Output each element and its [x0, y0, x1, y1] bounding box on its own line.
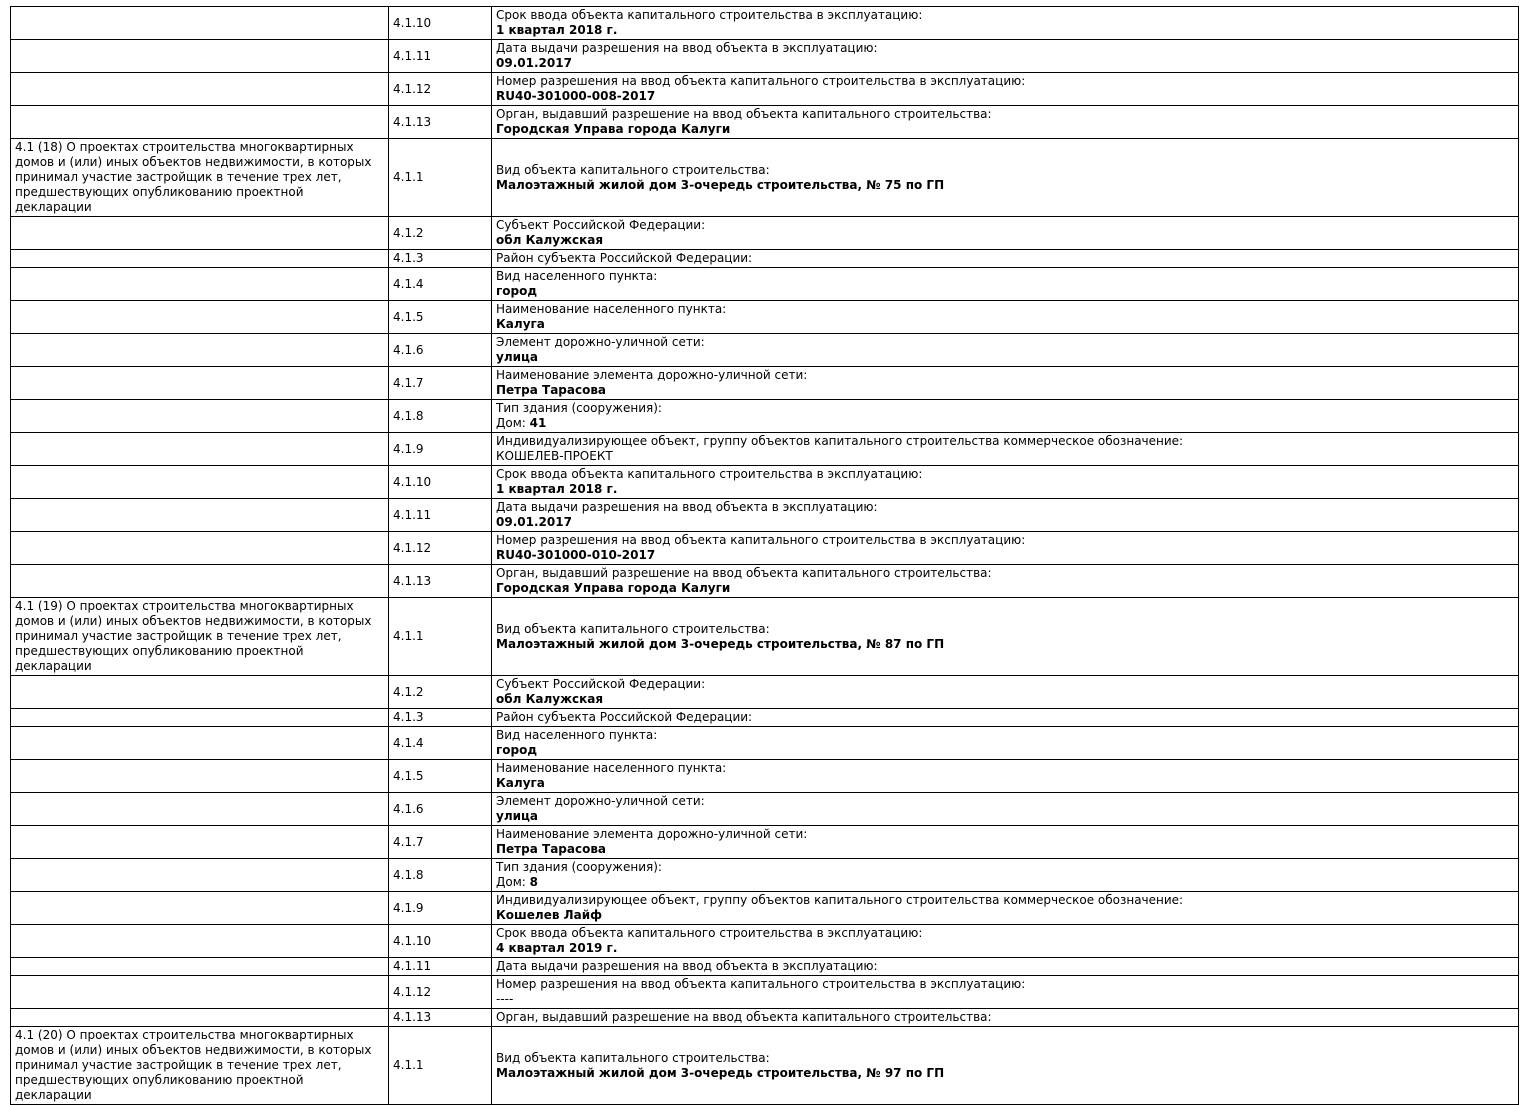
- field-value-text: Петра Тарасова: [496, 842, 607, 856]
- field-value-text: Малоэтажный жилой дом 3-очередь строительства, № 97 по ГП: [496, 1065, 945, 1080]
- field-label: Орган, выдавший разрешение на ввод объекта капитального строительства:: [496, 566, 992, 580]
- table-row: [11, 709, 1519, 727]
- row-content-cell: [492, 676, 1519, 709]
- section-empty-cell: [11, 958, 389, 976]
- section-header-cell: 4.1 (19) О проектах строительства многоквартирных домов и (или) иных объектов недвижимости, в которых принимал участие застройщик в течение трех лет, предшествующих опубликованию проектной декларации: [11, 598, 389, 676]
- field-label: Дата выдачи разрешения на ввод объекта в эксплуатацию:: [496, 959, 878, 973]
- field-value: [496, 89, 1514, 104]
- row-content-cell: [492, 433, 1519, 466]
- row-content-cell: [492, 565, 1519, 598]
- field-value-prefix: Дом:: [496, 416, 530, 430]
- row-content-cell: [492, 499, 1519, 532]
- declaration-table-body: [11, 7, 1519, 1105]
- table-row: [11, 73, 1519, 106]
- table-row: [11, 892, 1519, 925]
- section-empty-cell: [11, 826, 389, 859]
- field-value: [496, 809, 1514, 824]
- row-content-cell: [492, 139, 1519, 217]
- row-code: 4.1.9: [389, 433, 492, 466]
- row-code: 4.1.10: [389, 925, 492, 958]
- field-label: Срок ввода объекта капитального строительства в эксплуатацию:: [496, 467, 923, 481]
- field-value-text: 4 квартал 2019 г.: [496, 941, 618, 955]
- field-value-text: Городская Управа города Калуги: [496, 581, 731, 595]
- row-code: 4.1.8: [389, 859, 492, 892]
- field-value: [496, 548, 1514, 563]
- field-label: Тип здания (сооружения):: [496, 860, 662, 874]
- row-content-cell: [492, 793, 1519, 826]
- field-value: [496, 233, 1514, 248]
- field-label: Срок ввода объекта капитального строительства в эксплуатацию:: [496, 8, 923, 22]
- row-code: 4.1.2: [389, 676, 492, 709]
- section-empty-cell: [11, 499, 389, 532]
- table-row: [11, 958, 1519, 976]
- field-label: Элемент дорожно-уличной сети:: [496, 794, 705, 808]
- table-row: [11, 826, 1519, 859]
- row-code: 4.1.4: [389, 727, 492, 760]
- table-row: [11, 268, 1519, 301]
- row-code: 4.1.2: [389, 217, 492, 250]
- field-value: [496, 515, 1514, 530]
- row-content-cell: [492, 727, 1519, 760]
- field-label: Номер разрешения на ввод объекта капитального строительства в эксплуатацию:: [496, 977, 1026, 991]
- field-value: [496, 776, 1514, 791]
- row-code: 4.1.3: [389, 250, 492, 268]
- table-row: [11, 7, 1519, 40]
- field-label: Орган, выдавший разрешение на ввод объекта капитального строительства:: [496, 1010, 992, 1024]
- field-label: Наименование населенного пункта:: [496, 302, 727, 316]
- section-empty-cell: [11, 892, 389, 925]
- field-value: [496, 1066, 1514, 1081]
- field-label: Орган, выдавший разрешение на ввод объекта капитального строительства:: [496, 107, 992, 121]
- section-empty-cell: [11, 301, 389, 334]
- section-empty-cell: [11, 106, 389, 139]
- table-row: [11, 250, 1519, 268]
- section-empty-cell: [11, 532, 389, 565]
- section-header-cell: 4.1 (18) О проектах строительства многоквартирных домов и (или) иных объектов недвижимости, в которых принимал участие застройщик в течение трех лет, предшествующих опубликованию проектной декларации: [11, 139, 389, 217]
- row-code: 4.1.11: [389, 499, 492, 532]
- field-label: Номер разрешения на ввод объекта капитального строительства в эксплуатацию:: [496, 74, 1026, 88]
- row-code: 4.1.13: [389, 565, 492, 598]
- field-value-text: 8: [529, 875, 538, 889]
- section-empty-cell: [11, 676, 389, 709]
- field-value-text: ----: [496, 992, 514, 1006]
- field-value-text: Малоэтажный жилой дом 3-очередь строительства, № 75 по ГП: [496, 177, 945, 192]
- section-empty-cell: [11, 565, 389, 598]
- row-code: 4.1.6: [389, 793, 492, 826]
- field-value-text: улица: [496, 350, 539, 364]
- field-label: Субъект Российской Федерации:: [496, 218, 706, 232]
- row-content-cell: [492, 217, 1519, 250]
- field-label: Наименование элемента дорожно-уличной сети:: [496, 368, 808, 382]
- field-label: Субъект Российской Федерации:: [496, 677, 706, 691]
- row-code: 4.1.12: [389, 976, 492, 1009]
- field-label: Район субъекта Российской Федерации:: [496, 251, 753, 265]
- field-value: [496, 743, 1514, 758]
- field-value: [496, 284, 1514, 299]
- section-empty-cell: [11, 1009, 389, 1027]
- field-value: [496, 383, 1514, 398]
- field-value-text: RU40-301000-008-2017: [496, 89, 656, 103]
- field-value-text: обл Калужская: [496, 233, 604, 247]
- row-content-cell: [492, 709, 1519, 727]
- section-empty-cell: [11, 268, 389, 301]
- field-value: [496, 416, 1514, 431]
- row-content-cell: [492, 334, 1519, 367]
- field-value-text: 09.01.2017: [496, 515, 572, 529]
- field-value: [496, 178, 1514, 193]
- row-content-cell: [492, 925, 1519, 958]
- table-row: [11, 217, 1519, 250]
- section-empty-cell: [11, 925, 389, 958]
- field-value: [496, 941, 1514, 956]
- table-row: [11, 727, 1519, 760]
- table-row: [11, 367, 1519, 400]
- row-code: 4.1.1: [389, 598, 492, 676]
- field-value-prefix: Дом:: [496, 875, 530, 889]
- field-value-text: Городская Управа города Калуги: [496, 122, 731, 136]
- row-code: 4.1.13: [389, 1009, 492, 1027]
- field-value: [496, 992, 1514, 1007]
- table-row: [11, 40, 1519, 73]
- section-empty-cell: [11, 217, 389, 250]
- field-label: Тип здания (сооружения):: [496, 401, 662, 415]
- row-content-cell: [492, 976, 1519, 1009]
- field-value-text: 1 квартал 2018 г.: [496, 482, 618, 496]
- field-value: [496, 449, 1514, 464]
- field-label: Вид населенного пункта:: [496, 269, 658, 283]
- field-label: Дата выдачи разрешения на ввод объекта в эксплуатацию:: [496, 41, 878, 55]
- row-code: 4.1.1: [389, 139, 492, 217]
- row-content-cell: [492, 367, 1519, 400]
- field-value: [496, 581, 1514, 596]
- field-label: Район субъекта Российской Федерации:: [496, 710, 753, 724]
- row-code: 4.1.13: [389, 106, 492, 139]
- table-row: [11, 334, 1519, 367]
- field-value: [496, 842, 1514, 857]
- table-row: [11, 466, 1519, 499]
- field-value-text: 09.01.2017: [496, 56, 572, 70]
- row-code: 4.1.3: [389, 709, 492, 727]
- table-row: [11, 859, 1519, 892]
- row-code: 4.1.5: [389, 301, 492, 334]
- field-value-text: 1 квартал 2018 г.: [496, 23, 618, 37]
- table-row: [11, 598, 1519, 676]
- row-code: 4.1.9: [389, 892, 492, 925]
- row-content-cell: [492, 892, 1519, 925]
- field-label: Наименование элемента дорожно-уличной сети:: [496, 827, 808, 841]
- field-value: [496, 23, 1514, 38]
- field-value: [496, 482, 1514, 497]
- field-label: Элемент дорожно-уличной сети:: [496, 335, 705, 349]
- row-content-cell: [492, 760, 1519, 793]
- section-empty-cell: [11, 859, 389, 892]
- field-label: Срок ввода объекта капитального строительства в эксплуатацию:: [496, 926, 923, 940]
- section-empty-cell: [11, 40, 389, 73]
- section-empty-cell: [11, 7, 389, 40]
- section-empty-cell: [11, 793, 389, 826]
- row-content-cell: [492, 1009, 1519, 1027]
- field-value-text: КОШЕЛЕВ-ПРОЕКТ: [496, 449, 613, 463]
- field-value: [496, 637, 1514, 652]
- field-value-text: Петра Тарасова: [496, 383, 607, 397]
- row-content-cell: [492, 958, 1519, 976]
- field-value: [496, 122, 1514, 137]
- table-row: [11, 760, 1519, 793]
- field-value-text: Малоэтажный жилой дом 3-очередь строительства, № 87 по ГП: [496, 636, 945, 651]
- row-code: 4.1.11: [389, 40, 492, 73]
- table-row: [11, 400, 1519, 433]
- row-code: 4.1.4: [389, 268, 492, 301]
- table-row: [11, 301, 1519, 334]
- field-label: Наименование населенного пункта:: [496, 761, 727, 775]
- section-empty-cell: [11, 709, 389, 727]
- field-label: Индивидуализирующее объект, группу объектов капитального строительства коммерческое обозначение:: [496, 434, 1184, 448]
- section-empty-cell: [11, 727, 389, 760]
- field-value-text: Кошелев Лайф: [496, 908, 603, 922]
- row-code: 4.1.6: [389, 334, 492, 367]
- field-value: [496, 350, 1514, 365]
- table-row: [11, 1009, 1519, 1027]
- row-content-cell: [492, 859, 1519, 892]
- table-row: [11, 676, 1519, 709]
- table-row: [11, 433, 1519, 466]
- table-row: [11, 139, 1519, 217]
- table-row: [11, 1027, 1519, 1105]
- row-code: 4.1.11: [389, 958, 492, 976]
- row-code: 4.1.8: [389, 400, 492, 433]
- section-empty-cell: [11, 334, 389, 367]
- field-value: [496, 56, 1514, 71]
- row-code: 4.1.1: [389, 1027, 492, 1105]
- field-label: Вид объекта капитального строительства:: [496, 1050, 770, 1065]
- table-row: [11, 925, 1519, 958]
- table-row: [11, 532, 1519, 565]
- section-empty-cell: [11, 73, 389, 106]
- section-empty-cell: [11, 367, 389, 400]
- field-label: Номер разрешения на ввод объекта капитального строительства в эксплуатацию:: [496, 533, 1026, 547]
- section-empty-cell: [11, 400, 389, 433]
- field-value-text: город: [496, 743, 538, 757]
- field-label: Вид населенного пункта:: [496, 728, 658, 742]
- row-content-cell: [492, 466, 1519, 499]
- row-code: 4.1.7: [389, 826, 492, 859]
- row-code: 4.1.5: [389, 760, 492, 793]
- row-content-cell: [492, 301, 1519, 334]
- row-content-cell: [492, 598, 1519, 676]
- field-value: [496, 875, 1514, 890]
- row-content-cell: [492, 400, 1519, 433]
- field-label: Вид объекта капитального строительства:: [496, 621, 770, 636]
- table-row: [11, 793, 1519, 826]
- row-code: 4.1.10: [389, 466, 492, 499]
- field-label: Дата выдачи разрешения на ввод объекта в эксплуатацию:: [496, 500, 878, 514]
- declaration-table: [10, 6, 1519, 1105]
- section-empty-cell: [11, 760, 389, 793]
- table-row: [11, 565, 1519, 598]
- row-content-cell: [492, 268, 1519, 301]
- row-content-cell: [492, 1027, 1519, 1105]
- section-empty-cell: [11, 976, 389, 1009]
- row-code: 4.1.7: [389, 367, 492, 400]
- row-code: 4.1.12: [389, 73, 492, 106]
- row-content-cell: [492, 250, 1519, 268]
- field-label: Индивидуализирующее объект, группу объектов капитального строительства коммерческое обозначение:: [496, 893, 1184, 907]
- field-value-text: улица: [496, 809, 539, 823]
- field-value-text: Калуга: [496, 317, 545, 331]
- field-value: [496, 692, 1514, 707]
- field-value: [496, 908, 1514, 923]
- section-empty-cell: [11, 250, 389, 268]
- row-content-cell: [492, 7, 1519, 40]
- row-content-cell: [492, 73, 1519, 106]
- field-value-text: обл Калужская: [496, 692, 604, 706]
- row-content-cell: [492, 532, 1519, 565]
- section-empty-cell: [11, 466, 389, 499]
- field-value-text: RU40-301000-010-2017: [496, 548, 656, 562]
- table-row: [11, 106, 1519, 139]
- field-label: Вид объекта капитального строительства:: [496, 162, 770, 177]
- table-row: [11, 976, 1519, 1009]
- row-code: 4.1.10: [389, 7, 492, 40]
- row-content-cell: [492, 826, 1519, 859]
- row-content-cell: [492, 40, 1519, 73]
- table-row: [11, 499, 1519, 532]
- section-empty-cell: [11, 433, 389, 466]
- field-value-text: Калуга: [496, 776, 545, 790]
- field-value-text: город: [496, 284, 538, 298]
- row-content-cell: [492, 106, 1519, 139]
- section-header-cell: 4.1 (20) О проектах строительства многоквартирных домов и (или) иных объектов недвижимости, в которых принимал участие застройщик в течение трех лет, предшествующих опубликованию проектной декларации: [11, 1027, 389, 1105]
- row-code: 4.1.12: [389, 532, 492, 565]
- field-value-text: 41: [529, 416, 547, 430]
- field-value: [496, 317, 1514, 332]
